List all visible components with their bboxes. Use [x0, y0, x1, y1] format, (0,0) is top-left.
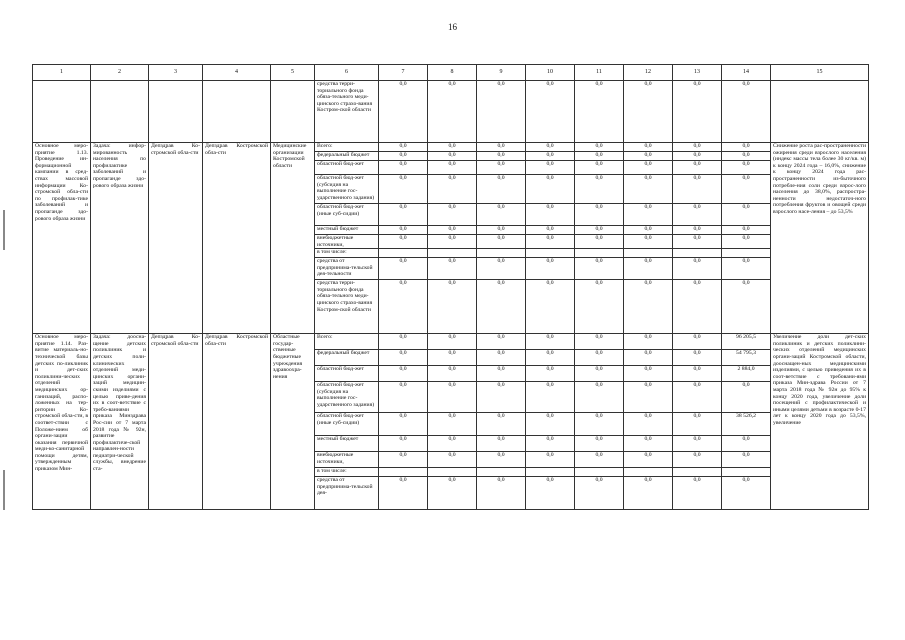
amount-cell: 0,0 [673, 161, 722, 175]
column-number: 15 [771, 65, 869, 81]
empty-cell [203, 81, 271, 143]
amount-cell [722, 468, 771, 477]
amount-cell: 0,0 [575, 334, 624, 350]
amount-cell: 0,0 [575, 235, 624, 249]
amount-cell: 0,0 [722, 143, 771, 152]
amount-cell: 0,0 [722, 258, 771, 280]
amount-cell: 0,0 [722, 81, 771, 143]
amount-cell: 0,0 [673, 226, 722, 235]
amount-cell: 0,0 [379, 477, 428, 510]
amount-cell: 0,0 [575, 175, 624, 204]
funding-source: федеральный бюджет [315, 350, 379, 366]
amount-cell: 0,0 [477, 452, 526, 468]
indicator-cell: Снижение роста рас-пространенности ожирения среди взрослого населения (индекс массы тела более 30 кг/кв. м) к концу 2024 года – 16,0%, снижение к концу 2024 года рас-пространенности из-быточного потребле-ния соли среди взрос-лого населения до 38,0%, распростра-ненности недостаточ-ного потребления фруктов и овощей среди взрослого насе-ления – до 53,5% [771, 143, 869, 334]
amount-cell: 0,0 [624, 366, 673, 382]
amount-cell: 0,0 [673, 235, 722, 249]
amount-cell: 0,0 [526, 161, 575, 175]
customer-cell: Депздрав Костромской обла-сти [203, 143, 271, 334]
empty-cell [91, 81, 149, 143]
amount-cell: 0,0 [673, 81, 722, 143]
amount-cell: 0,0 [673, 452, 722, 468]
amount-cell: 0,0 [722, 452, 771, 468]
column-number: 14 [722, 65, 771, 81]
amount-cell: 0,0 [673, 366, 722, 382]
amount-cell: 0,0 [624, 334, 673, 350]
amount-cell [379, 468, 428, 477]
amount-cell: 0,0 [477, 382, 526, 413]
column-number: 2 [91, 65, 149, 81]
funding-source: средства от предпринима-тельской дея-тельности [315, 258, 379, 280]
amount-cell: 0,0 [722, 382, 771, 413]
amount-cell: 0,0 [673, 477, 722, 510]
amount-cell: 0,0 [526, 350, 575, 366]
column-number: 13 [673, 65, 722, 81]
amount-cell: 0,0 [379, 204, 428, 226]
amount-cell: 0,0 [673, 350, 722, 366]
amount-cell: 0,0 [575, 366, 624, 382]
amount-cell: 0,0 [526, 226, 575, 235]
amount-cell [477, 468, 526, 477]
funding-source: областной бюд-жет (иные суб-сидии) [315, 204, 379, 226]
funding-source: внебюджетные источники, [315, 235, 379, 249]
amount-cell: 0,0 [526, 477, 575, 510]
amount-cell: 0,0 [428, 258, 477, 280]
column-number: 3 [149, 65, 203, 81]
funding-source: областной бюд-жет (субсидия на выполнение гос-ударственного задания) [315, 175, 379, 204]
amount-cell: 0,0 [526, 258, 575, 280]
amount-cell: 0,0 [673, 152, 722, 161]
amount-cell: 0,0 [673, 334, 722, 350]
amount-cell: 0,0 [673, 436, 722, 452]
funding-source: областной бюд-жет [315, 366, 379, 382]
amount-cell: 0,0 [477, 366, 526, 382]
amount-cell: 0,0 [379, 436, 428, 452]
column-number: 11 [575, 65, 624, 81]
amount-cell [477, 249, 526, 258]
column-number: 9 [477, 65, 526, 81]
amount-cell: 0,0 [428, 366, 477, 382]
amount-cell: 0,0 [624, 81, 673, 143]
amount-cell: 0,0 [379, 161, 428, 175]
amount-cell: 0,0 [624, 161, 673, 175]
amount-cell: 0,0 [722, 477, 771, 510]
amount-cell: 0,0 [428, 161, 477, 175]
amount-cell: 0,0 [722, 436, 771, 452]
amount-cell: 0,0 [428, 204, 477, 226]
amount-cell: 0,0 [379, 175, 428, 204]
column-number: 5 [271, 65, 315, 81]
empty-cell [149, 81, 203, 143]
amount-cell: 0,0 [526, 204, 575, 226]
amount-cell: 0,0 [477, 204, 526, 226]
funding-source: в том числе: [315, 249, 379, 258]
amount-cell: 0,0 [526, 152, 575, 161]
amount-cell [379, 249, 428, 258]
amount-cell [673, 249, 722, 258]
amount-cell: 0,0 [379, 413, 428, 436]
task-cell: Задача: доосна-щение детских поликлиник и детских поли-клинических отделений меди-цинских органи-заций медицин-скими изделиями с целью приве-дения их в соот-ветствие с требо-ваниями приказа Минздрава Рос-сии от 7 марта 2018 года № 92н, развитие профилактиче-ской направлен-ности педиатри-ческой службы, внедрение ста- [91, 334, 149, 510]
amount-cell [624, 468, 673, 477]
amount-cell: 0,0 [477, 280, 526, 334]
amount-cell: 54 795,3 [722, 350, 771, 366]
funding-source: областной бюд-жет (иные суб-сидии) [315, 413, 379, 436]
amount-cell: 0,0 [379, 382, 428, 413]
amount-cell: 0,0 [379, 350, 428, 366]
amount-cell: 0,0 [428, 235, 477, 249]
amount-cell: 0,0 [722, 175, 771, 204]
amount-cell: 0,0 [477, 152, 526, 161]
executor-cell: Депздрав Ко-стромской обла-сти [149, 143, 203, 334]
amount-cell: 0,0 [526, 366, 575, 382]
column-number: 10 [526, 65, 575, 81]
amount-cell: 0,0 [624, 152, 673, 161]
amount-cell: 0,0 [624, 436, 673, 452]
amount-cell: 0,0 [624, 350, 673, 366]
participants-cell: Медицинские организации Костромской области [271, 143, 315, 334]
column-number: 12 [624, 65, 673, 81]
empty-cell [33, 81, 91, 143]
funding-source: Всего: [315, 143, 379, 152]
amount-cell: 0,0 [379, 143, 428, 152]
amount-cell: 0,0 [477, 413, 526, 436]
amount-cell [575, 249, 624, 258]
amount-cell [722, 249, 771, 258]
amount-cell: 0,0 [575, 226, 624, 235]
amount-cell: 0,0 [673, 143, 722, 152]
amount-cell: 0,0 [526, 382, 575, 413]
empty-cell [771, 81, 869, 143]
funding-row [33, 334, 869, 350]
amount-cell: 0,0 [477, 436, 526, 452]
amount-cell: 0,0 [477, 334, 526, 350]
amount-cell: 0,0 [722, 161, 771, 175]
amount-cell: 0,0 [575, 152, 624, 161]
amount-cell: 0,0 [428, 350, 477, 366]
amount-cell: 0,0 [477, 235, 526, 249]
customer-cell: Депздрав Костромской обла-сти [203, 334, 271, 510]
amount-cell: 0,0 [477, 226, 526, 235]
amount-cell: 0,0 [673, 413, 722, 436]
funding-source: местный бюджет [315, 436, 379, 452]
amount-cell: 0,0 [624, 175, 673, 204]
amount-cell: 0,0 [575, 477, 624, 510]
funding-row [33, 143, 869, 152]
event-cell: Основное меро-приятие 1.13. Проведение ин-формационной кампании в сред-ствах массовой информации Ко-стромской обла-сти по профилак-тике заболеваний и пропаганде здо-рового образа жизни [33, 143, 91, 334]
column-number: 6 [315, 65, 379, 81]
amount-cell: 0,0 [477, 143, 526, 152]
amount-cell: 0,0 [428, 81, 477, 143]
amount-cell: 0,0 [673, 175, 722, 204]
amount-cell: 0,0 [379, 366, 428, 382]
amount-cell [428, 249, 477, 258]
amount-cell: 0,0 [477, 258, 526, 280]
amount-cell: 0,0 [575, 413, 624, 436]
continuation-row [33, 81, 869, 143]
task-cell: Задача: инфор-мированность населения по профилактике заболеваний и пропаганде здо-рового образа жизни [91, 143, 149, 334]
amount-cell: 0,0 [575, 161, 624, 175]
amount-cell: 0,0 [526, 143, 575, 152]
amount-cell: 0,0 [624, 413, 673, 436]
amount-cell: 0,0 [575, 350, 624, 366]
amount-cell: 0,0 [575, 143, 624, 152]
amount-cell: 0,0 [624, 280, 673, 334]
amount-cell: 0,0 [477, 477, 526, 510]
amount-cell: 0,0 [379, 226, 428, 235]
amount-cell [673, 468, 722, 477]
amount-cell: 0,0 [575, 204, 624, 226]
page-number: 16 [448, 22, 457, 32]
amount-cell: 0,0 [526, 280, 575, 334]
amount-cell: 0,0 [673, 258, 722, 280]
amount-cell: 0,0 [624, 382, 673, 413]
amount-cell: 0,0 [428, 175, 477, 204]
amount-cell: 96 205,5 [722, 334, 771, 350]
funding-source: средства от предпринима-тельской дея- [315, 477, 379, 510]
amount-cell: 0,0 [428, 452, 477, 468]
amount-cell: 0,0 [673, 382, 722, 413]
amount-cell: 0,0 [379, 235, 428, 249]
amount-cell: 0,0 [428, 226, 477, 235]
funding-source: средства терри-ториального фонда обяза-тельного меди-цинского страхо-вания Костром-ской области [315, 280, 379, 334]
amount-cell: 0,0 [624, 477, 673, 510]
amount-cell: 0,0 [673, 204, 722, 226]
amount-cell [575, 468, 624, 477]
amount-cell: 0,0 [477, 350, 526, 366]
amount-cell [624, 249, 673, 258]
funding-source: федеральный бюджет [315, 152, 379, 161]
amount-cell: 0,0 [624, 452, 673, 468]
column-number: 4 [203, 65, 271, 81]
column-number: 7 [379, 65, 428, 81]
amount-cell: 38 526,2 [722, 413, 771, 436]
funding-source: областной бюд-жет [315, 161, 379, 175]
amount-cell: 0,0 [379, 452, 428, 468]
edge-mark-bottom [3, 470, 5, 510]
amount-cell: 0,0 [624, 204, 673, 226]
amount-cell: 0,0 [428, 436, 477, 452]
amount-cell: 0,0 [722, 204, 771, 226]
amount-cell: 0,0 [575, 280, 624, 334]
amount-cell: 0,0 [428, 280, 477, 334]
amount-cell: 0,0 [379, 152, 428, 161]
amount-cell: 0,0 [379, 280, 428, 334]
amount-cell: 0,0 [526, 452, 575, 468]
funding-source: внебюджетные источники, [315, 452, 379, 468]
amount-cell [526, 249, 575, 258]
amount-cell: 0,0 [575, 81, 624, 143]
column-number-row [33, 65, 869, 81]
amount-cell: 0,0 [526, 334, 575, 350]
amount-cell: 0,0 [477, 161, 526, 175]
amount-cell: 2 884,0 [722, 366, 771, 382]
column-number: 8 [428, 65, 477, 81]
amount-cell: 0,0 [428, 477, 477, 510]
amount-cell: 0,0 [428, 143, 477, 152]
amount-cell: 0,0 [624, 258, 673, 280]
amount-cell: 0,0 [722, 280, 771, 334]
funding-source: местный бюджет [315, 226, 379, 235]
amount-cell [526, 468, 575, 477]
event-cell: Основное меро-приятие 1.14. Раз-витие материаль-но-технической базы детских по-ликлиник и дет-ских поликлини-ческих отделений медицинских ор-ганизаций, распо-ложенных на тер-ритории Ко-стромской обла-сти, в соответ-ствии с Положе-нием об органи-зации оказания первичной меди-ко-санитарной помощи детям, утвержденным приказом Мин- [33, 334, 91, 510]
amount-cell: 0,0 [428, 152, 477, 161]
amount-cell: 0,0 [526, 81, 575, 143]
amount-cell: 0,0 [722, 152, 771, 161]
amount-cell: 0,0 [575, 452, 624, 468]
amount-cell: 0,0 [379, 334, 428, 350]
column-number: 1 [33, 65, 91, 81]
executor-cell: Депздрав Ко-стромской обла-сти [149, 334, 203, 510]
amount-cell: 0,0 [526, 413, 575, 436]
amount-cell: 0,0 [526, 175, 575, 204]
amount-cell: 0,0 [379, 258, 428, 280]
amount-cell: 0,0 [624, 235, 673, 249]
empty-cell [271, 81, 315, 143]
funding-source: Всего: [315, 334, 379, 350]
amount-cell: 0,0 [673, 280, 722, 334]
amount-cell: 0,0 [624, 143, 673, 152]
amount-cell: 0,0 [379, 81, 428, 143]
amount-cell: 0,0 [477, 81, 526, 143]
funding-source: областной бюд-жет (субсидия на выполнение гос-ударственного задания) [315, 382, 379, 413]
amount-cell [428, 468, 477, 477]
amount-cell: 0,0 [477, 175, 526, 204]
program-table [32, 64, 869, 510]
funding-source: средства терри-ториального фонда обяза-тельного меди-цинского страхо-вания Костром-ской области [315, 81, 379, 143]
amount-cell: 0,0 [526, 436, 575, 452]
amount-cell: 0,0 [575, 382, 624, 413]
amount-cell: 0,0 [526, 235, 575, 249]
amount-cell: 0,0 [428, 382, 477, 413]
amount-cell: 0,0 [428, 413, 477, 436]
amount-cell: 0,0 [624, 226, 673, 235]
amount-cell: 0,0 [575, 436, 624, 452]
indicator-cell: Увеличение доли дет-ских поликлиник и детских поликлини-ческих отделений медицинских органи-заций Костромской области, дооснащен-ных медицинскими изделиями, с целью приведения их в соот-ветствие с требовани-ями приказа Мин-здрава России от 7 марта 2018 года № 92н до 95% к концу 2020 года, увеличение доли посещений с профилактической и иными целями детьми в возрасте 0-17 лет к концу 2020 года до 53,5%, увеличение [771, 334, 869, 510]
funding-source: в том числе: [315, 468, 379, 477]
edge-mark-top [3, 210, 5, 250]
participants-cell: Областные государ-ственные бюджетные учреждения здравоохра-нения [271, 334, 315, 510]
amount-cell: 0,0 [722, 235, 771, 249]
amount-cell: 0,0 [575, 258, 624, 280]
amount-cell: 0,0 [722, 226, 771, 235]
amount-cell: 0,0 [428, 334, 477, 350]
